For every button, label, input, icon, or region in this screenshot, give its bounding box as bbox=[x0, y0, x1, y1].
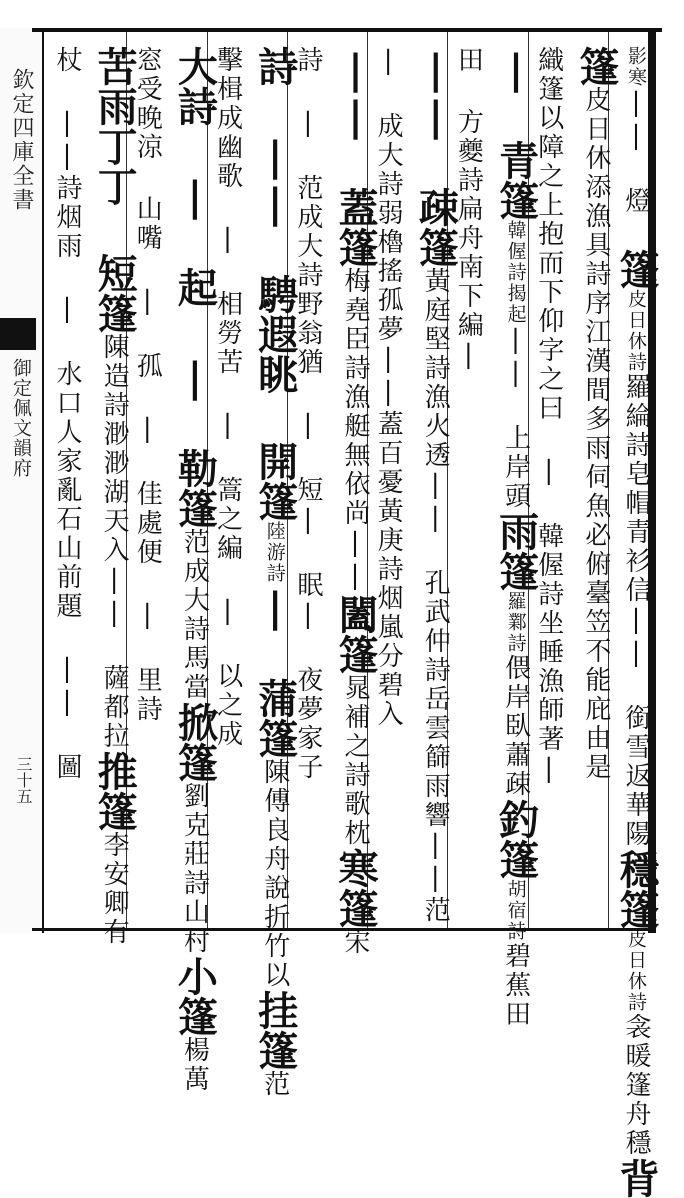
headword: 篷 bbox=[613, 249, 660, 289]
column-text: || 銜雪返華陽 bbox=[621, 605, 651, 849]
headword: 掀篷 bbox=[171, 702, 219, 782]
column-text: || bbox=[420, 830, 451, 896]
annotation: 皮日休詩 bbox=[625, 929, 647, 1013]
column-text: | bbox=[453, 340, 484, 373]
column-text: 羅綸詩皂帽青衫信 bbox=[621, 373, 651, 605]
text-column bbox=[171, 46, 219, 1094]
column-text: | bbox=[533, 754, 564, 787]
annotation: 韓偓詩揭起 bbox=[504, 220, 527, 325]
column-text: 范成大詩馬當 bbox=[179, 528, 210, 702]
text-column bbox=[251, 46, 299, 1099]
column-text: | 眠 bbox=[292, 505, 323, 600]
column-text: || 上岸頭 bbox=[500, 325, 531, 511]
text-column bbox=[373, 46, 404, 916]
headword: || 疎篷 bbox=[412, 46, 460, 267]
column-text: 織篷以障之上抱而下仰字之曰 | 韓偓詩坐睡漁師著 bbox=[533, 46, 564, 754]
column-text: 窓受晚涼 山嘴 | 孤 | 佳處便 | 里詩 bbox=[132, 46, 163, 724]
margin-title: 欽定四庫全書 bbox=[9, 68, 34, 212]
column-text: 子 bbox=[292, 753, 323, 782]
column-text: 詩烟雨 | 水口人家亂石山前 bbox=[52, 174, 82, 592]
column-text: 陳造詩渺渺湖天入 bbox=[99, 333, 130, 565]
headword: 穩篷 bbox=[613, 849, 660, 929]
headword: 篷 bbox=[572, 46, 620, 86]
annotation: 影寒 bbox=[625, 46, 647, 88]
headword: 闔篷 bbox=[332, 594, 379, 674]
headword: 寒篷 bbox=[332, 848, 379, 928]
annotation: 陸游詩 bbox=[263, 521, 286, 584]
column-text: 偎岸臥蕭疎 bbox=[500, 654, 531, 799]
annotation: 羅鄴詩 bbox=[504, 591, 527, 654]
column-text: 范 bbox=[420, 896, 451, 925]
column-text: | 夜夢家 bbox=[292, 600, 323, 753]
headword: 雨篷 bbox=[492, 511, 540, 591]
text-column bbox=[572, 46, 620, 916]
column-text: 碧蕉田 bbox=[500, 942, 531, 1029]
margin-black-tab bbox=[0, 318, 36, 350]
text-column bbox=[132, 46, 163, 916]
column-text: 成 bbox=[212, 720, 243, 749]
column-text: 孔武仲詩岳雲篩雨響 bbox=[420, 536, 451, 830]
text-column bbox=[292, 46, 323, 916]
annotation: 胡宿詩 bbox=[504, 879, 527, 942]
headword: | 青篷 bbox=[492, 46, 540, 220]
column-text: || bbox=[420, 470, 451, 536]
column-text: 梅堯臣詩漁艇無依尚 bbox=[340, 267, 370, 528]
column-text: | 成大詩弱櫓搖孤夢 bbox=[373, 46, 404, 344]
text-column bbox=[212, 46, 243, 916]
text-column bbox=[412, 46, 460, 925]
column-text: || 燈 bbox=[621, 88, 651, 249]
column-text: 黃庭堅詩漁火透 bbox=[420, 267, 451, 470]
annotation: 皮日休詩 bbox=[625, 289, 647, 373]
text-column bbox=[492, 46, 540, 1029]
column-text: 皮日休添漁具詩序江漢間多雨伺魚必俯臺笠不能庇由是 bbox=[580, 86, 611, 782]
column-text: 陳傅良舟說折竹以 bbox=[259, 758, 290, 990]
headword: 背 bbox=[613, 1158, 660, 1198]
left-margin bbox=[0, 28, 42, 933]
left-border bbox=[42, 28, 44, 933]
column-text: 劉克莊詩山村 bbox=[179, 782, 210, 956]
headword: | 蒲篷 bbox=[251, 584, 299, 758]
column-text: 李安卿有 bbox=[99, 831, 130, 947]
column-text: 擊楫成幽歌 | 相勞苦 | 篙之編 | 以之 bbox=[212, 46, 243, 720]
column-text: || 薩都拉 bbox=[99, 565, 130, 751]
page-number: 三十五 bbox=[14, 756, 33, 804]
column-text: 杖 || bbox=[52, 46, 82, 174]
column-text: 范 bbox=[259, 1070, 290, 1099]
headword: 小篷 bbox=[171, 956, 219, 1036]
headword: 釣篷 bbox=[492, 799, 540, 879]
text-column bbox=[54, 46, 80, 916]
text-column bbox=[453, 46, 484, 916]
headword: 詩 || 騁遐眺 開篷 bbox=[251, 46, 299, 521]
text-column bbox=[332, 46, 379, 957]
column-text: 衾暖篷舟穩 bbox=[621, 1013, 651, 1158]
column-text: || bbox=[340, 528, 370, 594]
column-text: 宋 bbox=[340, 928, 370, 957]
column-text: 詩 | 范成大詩野翁猶 | 短 bbox=[292, 46, 323, 505]
headword: 大詩 | 起 | 勒篷 bbox=[171, 46, 219, 528]
column-text: 蓋百憂黃庚詩烟嵐分碧入 bbox=[373, 410, 404, 729]
text-column bbox=[91, 46, 139, 947]
text-column bbox=[533, 46, 564, 916]
column-text: 田 方夔詩扁舟南下編 bbox=[453, 46, 484, 340]
headword: 挂篷 bbox=[251, 990, 299, 1070]
column-text: || bbox=[373, 344, 404, 410]
headword: 苦雨丁丁 短篷 bbox=[91, 46, 139, 333]
column-text: 題 || 圖 bbox=[52, 592, 82, 782]
margin-book-title: 御定佩文韻府 bbox=[10, 358, 32, 478]
column-text: 楊萬 bbox=[179, 1036, 210, 1094]
headword: || 蓋篷 bbox=[332, 46, 379, 267]
column-text: 晁補之詩歌枕 bbox=[340, 674, 370, 848]
text-column bbox=[613, 46, 660, 1198]
headword: 推篷 bbox=[91, 751, 139, 831]
